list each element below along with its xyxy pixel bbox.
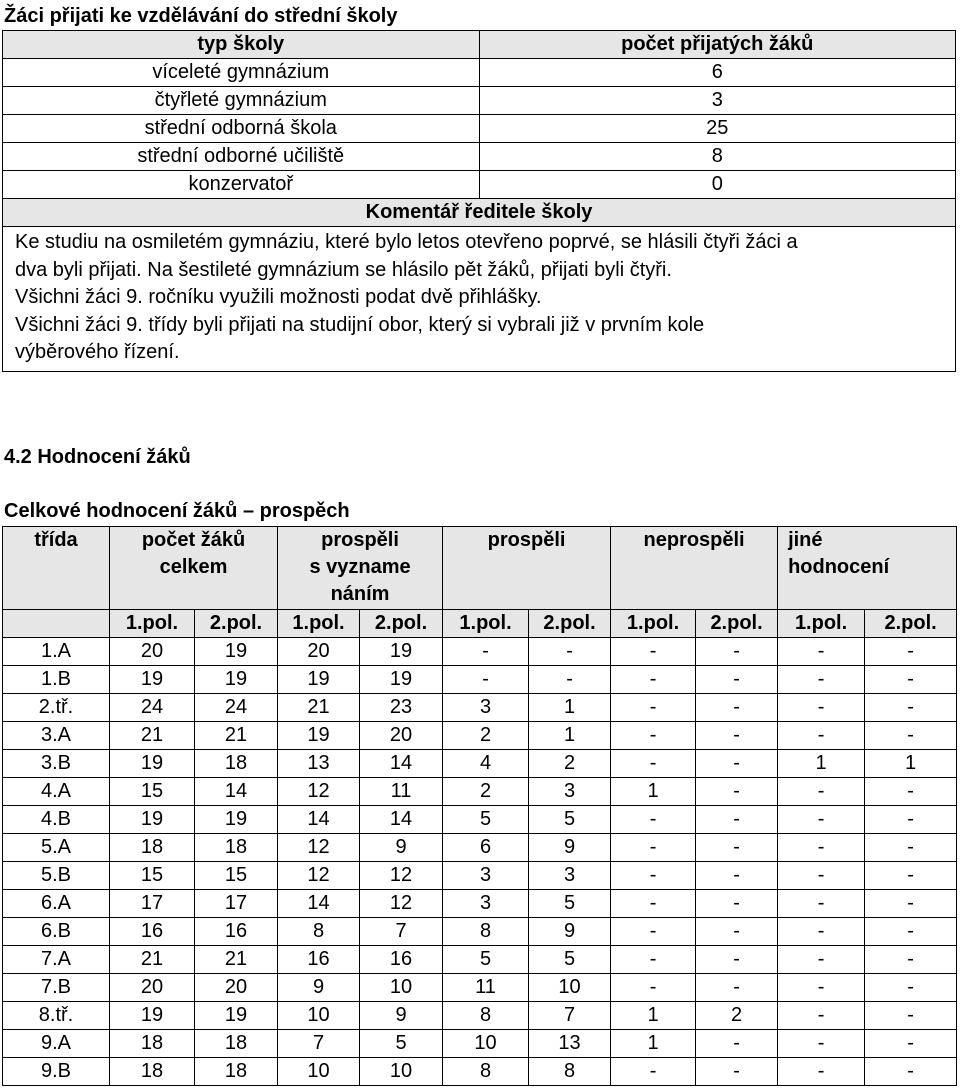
honors-2-cell: 12 [360,862,443,890]
other-2-cell: - [865,806,957,834]
total-2-cell: 18 [195,750,278,778]
results-header-row [3,527,957,610]
honors-2-cell: 9 [360,1002,443,1030]
table-row [3,890,957,918]
honors-2-cell: 5 [360,1030,443,1058]
total-1-cell: 19 [110,666,195,694]
honors-1-cell: 12 [278,778,360,806]
table-row [3,1002,957,1030]
period-header: 1.pol. [778,610,865,638]
results-table [2,526,957,1086]
school-type-cell: čtyřleté gymnázium [3,87,480,115]
other-2-cell: - [865,946,957,974]
school-type-cell: víceleté gymnázium [3,59,480,87]
honors-2-cell: 11 [360,778,443,806]
passed-2-cell: 1 [529,722,611,750]
comment-title: Komentář ředitele školy [3,199,956,227]
comment-line: Ke studiu na osmiletém gymnáziu, které bylo letos otevřeno poprvé, se hlásili čtyři žáci a [15,231,798,253]
header-school-type: typ školy [3,31,480,59]
honors-1-cell: 13 [278,750,360,778]
other-1-cell: - [778,974,865,1002]
passed-1-cell: 2 [443,722,529,750]
table-row [3,834,957,862]
section-title: 4.2 Hodnocení žáků [4,446,191,468]
honors-1-cell: 21 [278,694,360,722]
failed-1-cell: - [611,694,696,722]
table-row [3,918,957,946]
results-title: Celkové hodnocení žáků – prospěch [4,500,350,522]
failed-2-cell: - [696,946,778,974]
honors-1-cell: 16 [278,946,360,974]
honors-1-cell: 9 [278,974,360,1002]
total-1-cell: 20 [110,638,195,666]
other-2-cell: - [865,974,957,1002]
other-1-cell: - [778,1002,865,1030]
class-cell: 6.B [3,918,110,946]
passed-2-cell: 9 [529,918,611,946]
honors-2-cell: 12 [360,890,443,918]
total-2-cell: 17 [195,890,278,918]
class-cell: 5.B [3,862,110,890]
other-2-cell: - [865,862,957,890]
admitted-count-cell: 0 [479,171,956,199]
period-header: 2.pol. [696,610,778,638]
honors-1-cell: 20 [278,638,360,666]
other-2-cell: - [865,722,957,750]
other-2-cell: - [865,694,957,722]
other-2-cell: - [865,918,957,946]
passed-2-cell: 5 [529,946,611,974]
passed-2-cell: 3 [529,778,611,806]
comment-line: Všichni žáci 9. třídy byli přijati na studijní obor, který si vybrali již v prvním kole [15,313,705,336]
results-body [3,638,957,1086]
passed-2-cell: 7 [529,1002,611,1030]
comment-line: Všichni žáci 9. ročníku využili možnosti podat dvě přihlášky. [15,286,542,308]
class-cell: 5.A [3,834,110,862]
passed-1-cell: 8 [443,1058,529,1086]
total-1-cell: 16 [110,918,195,946]
failed-2-cell: - [696,862,778,890]
class-cell: 2.tř. [3,694,110,722]
header-admitted-count: počet přijatých žáků [479,31,956,59]
passed-1-cell: 8 [443,1002,529,1030]
total-2-cell: 19 [195,638,278,666]
table-row [3,87,956,115]
honors-2-cell: 10 [360,1058,443,1086]
passed-1-cell: 2 [443,778,529,806]
header-line: jiné [788,529,823,551]
comment-row [3,227,956,372]
header-line: náním [330,583,390,605]
failed-1-cell: - [611,918,696,946]
failed-1-cell: - [611,722,696,750]
table-row [3,946,957,974]
passed-2-cell: 5 [529,806,611,834]
total-2-cell: 18 [195,1030,278,1058]
other-2-cell: - [865,1030,957,1058]
failed-2-cell: - [696,890,778,918]
passed-1-cell: 8 [443,918,529,946]
total-1-cell: 15 [110,862,195,890]
total-2-cell: 20 [195,974,278,1002]
table-row [3,1058,957,1086]
total-2-cell: 15 [195,862,278,890]
other-1-cell: - [778,638,865,666]
other-1-cell: - [778,946,865,974]
honors-1-cell: 10 [278,1002,360,1030]
honors-2-cell: 7 [360,918,443,946]
passed-2-cell: 10 [529,974,611,1002]
table-row [3,59,956,87]
table-row [3,666,957,694]
passed-2-cell: 1 [529,694,611,722]
failed-2-cell: - [696,722,778,750]
honors-2-cell: 10 [360,974,443,1002]
passed-2-cell: - [529,638,611,666]
period-header: 1.pol. [611,610,696,638]
period-header: 1.pol. [110,610,195,638]
failed-2-cell: 2 [696,1002,778,1030]
total-2-cell: 16 [195,918,278,946]
table-row [3,722,957,750]
class-cell: 9.B [3,1058,110,1086]
table-row [3,862,957,890]
passed-2-cell: 3 [529,862,611,890]
table-row [3,638,957,666]
failed-2-cell: - [696,918,778,946]
class-cell: 7.A [3,946,110,974]
honors-1-cell: 14 [278,806,360,834]
total-1-cell: 19 [110,1002,195,1030]
honors-2-cell: 14 [360,750,443,778]
other-1-cell: - [778,806,865,834]
class-cell: 1.B [3,666,110,694]
class-cell: 8.tř. [3,1002,110,1030]
honors-2-cell: 19 [360,666,443,694]
other-1-cell: 1 [778,750,865,778]
failed-2-cell: - [696,1058,778,1086]
other-1-cell: - [778,694,865,722]
honors-1-cell: 7 [278,1030,360,1058]
period-header: 2.pol. [360,610,443,638]
passed-1-cell: 5 [443,806,529,834]
failed-1-cell: 1 [611,1030,696,1058]
failed-1-cell: - [611,806,696,834]
admitted-count-cell: 3 [479,87,956,115]
total-1-cell: 21 [110,946,195,974]
passed-2-cell: 2 [529,750,611,778]
school-type-cell: střední odborné učiliště [3,143,480,171]
other-1-cell: - [778,918,865,946]
total-2-cell: 19 [195,1002,278,1030]
other-1-cell: - [778,1058,865,1086]
passed-1-cell: 3 [443,862,529,890]
honors-2-cell: 16 [360,946,443,974]
other-2-cell: - [865,638,957,666]
period-spacer [3,610,110,638]
total-2-cell: 18 [195,834,278,862]
header-failed: neprospěli [611,527,778,610]
passed-1-cell: - [443,666,529,694]
honors-1-cell: 10 [278,1058,360,1086]
total-2-cell: 18 [195,1058,278,1086]
other-1-cell: - [778,722,865,750]
total-2-cell: 21 [195,946,278,974]
admissions-header-row [3,31,956,59]
passed-1-cell: 3 [443,890,529,918]
period-header: 2.pol. [195,610,278,638]
total-2-cell: 19 [195,806,278,834]
table-row [3,1030,957,1058]
honors-1-cell: 19 [278,666,360,694]
class-cell: 1.A [3,638,110,666]
other-2-cell: - [865,834,957,862]
failed-2-cell: - [696,806,778,834]
honors-1-cell: 12 [278,862,360,890]
other-2-cell: - [865,666,957,694]
other-2-cell: - [865,1002,957,1030]
admissions-title: Žáci přijati ke vzdělávání do střední školy [4,5,398,27]
honors-1-cell: 12 [278,834,360,862]
class-cell: 3.A [3,722,110,750]
table-row [3,778,957,806]
total-2-cell: 19 [195,666,278,694]
other-2-cell: - [865,778,957,806]
header-total-students [110,527,278,610]
failed-2-cell: - [696,694,778,722]
header-other-evaluation [778,527,957,610]
table-row [3,750,957,778]
results-period-row [3,610,957,638]
header-passed-with-honors [278,527,443,610]
period-header: 2.pol. [529,610,611,638]
failed-1-cell: - [611,862,696,890]
failed-1-cell: - [611,974,696,1002]
comment-line: výběrového řízení. [15,341,180,363]
honors-2-cell: 23 [360,694,443,722]
total-2-cell: 24 [195,694,278,722]
comment-title-row [3,199,956,227]
class-cell: 6.A [3,890,110,918]
class-cell: 3.B [3,750,110,778]
total-1-cell: 18 [110,1058,195,1086]
period-header: 2.pol. [865,610,957,638]
table-row [3,143,956,171]
admitted-count-cell: 8 [479,143,956,171]
header-line: hodnocení [788,556,890,578]
failed-2-cell: - [696,778,778,806]
failed-1-cell: - [611,834,696,862]
class-cell: 7.B [3,974,110,1002]
passed-1-cell: 11 [443,974,529,1002]
header-line: prospěli [321,529,399,551]
passed-2-cell: 8 [529,1058,611,1086]
period-header: 1.pol. [443,610,529,638]
school-type-cell: střední odborná škola [3,115,480,143]
passed-2-cell: - [529,666,611,694]
other-1-cell: - [778,778,865,806]
total-1-cell: 19 [110,806,195,834]
failed-2-cell: - [696,1030,778,1058]
failed-2-cell: - [696,666,778,694]
header-passed: prospěli [443,527,611,610]
total-2-cell: 14 [195,778,278,806]
comment-line: dva byli přijati. Na šestileté gymnázium se hlásilo pět žáků, přijati byli čtyři. [15,258,672,281]
failed-2-cell: - [696,834,778,862]
header-line: s vyzname [309,556,411,578]
honors-2-cell: 20 [360,722,443,750]
total-1-cell: 18 [110,1030,195,1058]
other-1-cell: - [778,1030,865,1058]
admitted-count-cell: 25 [479,115,956,143]
honors-2-cell: 9 [360,834,443,862]
admitted-count-cell: 6 [479,59,956,87]
passed-1-cell: 10 [443,1030,529,1058]
other-1-cell: - [778,666,865,694]
table-row [3,115,956,143]
other-2-cell: - [865,890,957,918]
school-type-cell: konzervatoř [3,171,480,199]
honors-2-cell: 19 [360,638,443,666]
failed-1-cell: - [611,1058,696,1086]
passed-1-cell: 3 [443,694,529,722]
other-1-cell: - [778,890,865,918]
other-2-cell: 1 [865,750,957,778]
class-cell: 9.A [3,1030,110,1058]
principal-comment [3,227,956,372]
table-row [3,806,957,834]
table-row [3,171,956,199]
table-row [3,694,957,722]
header-class: třída [3,527,110,610]
honors-1-cell: 8 [278,918,360,946]
passed-1-cell: 6 [443,834,529,862]
other-1-cell: - [778,834,865,862]
total-1-cell: 17 [110,890,195,918]
honors-1-cell: 14 [278,890,360,918]
other-1-cell: - [778,862,865,890]
total-1-cell: 20 [110,974,195,1002]
failed-1-cell: - [611,890,696,918]
header-line: počet žáků [141,529,246,551]
failed-1-cell: - [611,666,696,694]
failed-2-cell: - [696,750,778,778]
failed-1-cell: 1 [611,1002,696,1030]
honors-1-cell: 19 [278,722,360,750]
class-cell: 4.B [3,806,110,834]
failed-2-cell: - [696,974,778,1002]
total-1-cell: 21 [110,722,195,750]
passed-1-cell: 4 [443,750,529,778]
honors-2-cell: 14 [360,806,443,834]
failed-1-cell: - [611,946,696,974]
failed-1-cell: 1 [611,778,696,806]
failed-1-cell: - [611,750,696,778]
failed-2-cell: - [696,638,778,666]
admissions-table [2,30,956,372]
total-1-cell: 15 [110,778,195,806]
failed-1-cell: - [611,638,696,666]
other-2-cell: - [865,1058,957,1086]
class-cell: 4.A [3,778,110,806]
passed-2-cell: 5 [529,890,611,918]
total-2-cell: 21 [195,722,278,750]
passed-1-cell: 5 [443,946,529,974]
passed-2-cell: 9 [529,834,611,862]
period-header: 1.pol. [278,610,360,638]
passed-1-cell: - [443,638,529,666]
total-1-cell: 19 [110,750,195,778]
total-1-cell: 18 [110,834,195,862]
total-1-cell: 24 [110,694,195,722]
table-row [3,974,957,1002]
passed-2-cell: 13 [529,1030,611,1058]
header-line: celkem [159,556,228,578]
